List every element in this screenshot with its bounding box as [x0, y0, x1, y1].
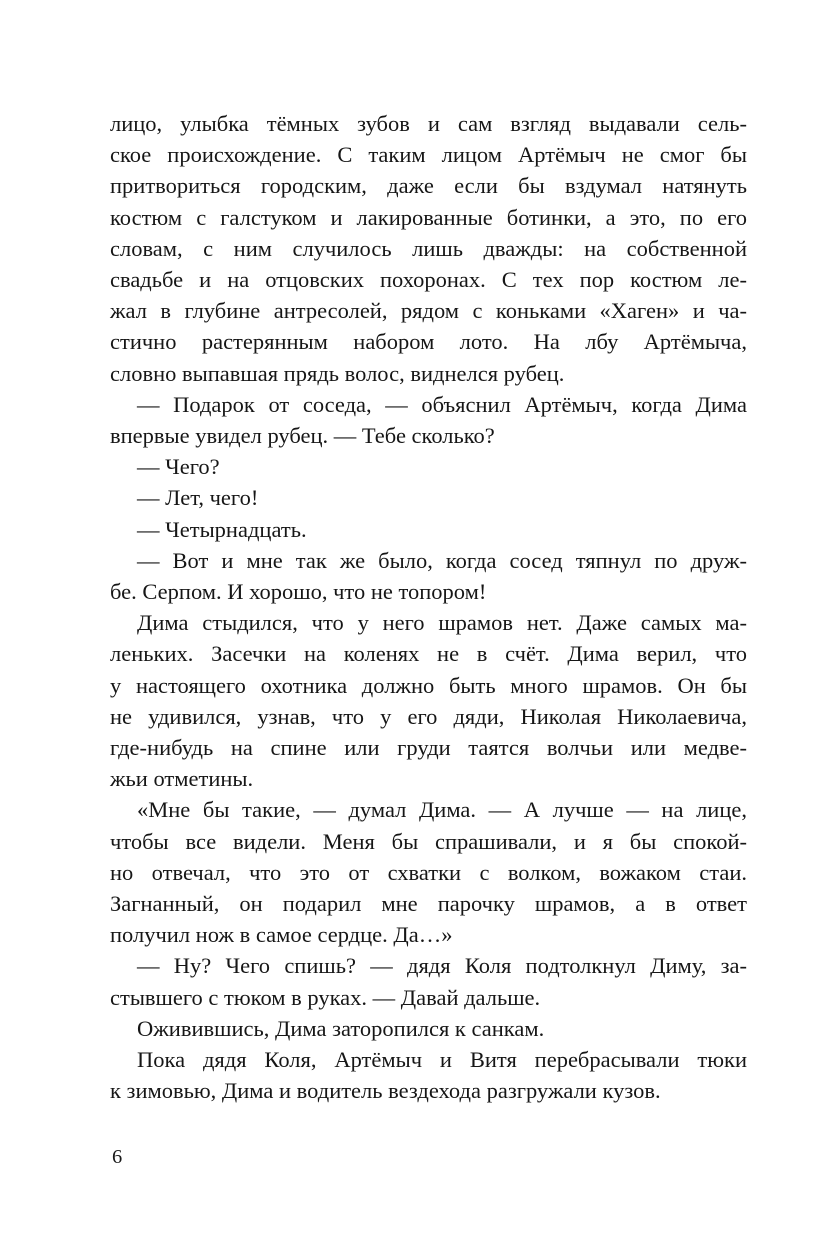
text-line: жал в глубине антресолей, рядом с коньками «Хаген» и ча- — [110, 298, 747, 324]
text-line: — Чего? — [137, 454, 220, 480]
page-number: 6 — [112, 1146, 123, 1168]
text-line: к зимовью, Дима и водитель вездехода разгружали кузов. — [110, 1078, 661, 1104]
text-line: костюм с галстуком и лакированные ботинки, а это, по его — [110, 204, 747, 230]
text-line: ское происхождение. С таким лицом Артёмыч не смог бы — [110, 142, 747, 168]
text-line: притвориться городским, даже если бы вздумал натянуть — [110, 173, 747, 199]
text-line: — Ну? Чего спишь? — дядя Коля подтолкнул Диму, за- — [137, 953, 747, 979]
text-line: чтобы все видели. Меня бы спрашивали, и я бы спокой- — [110, 828, 747, 854]
text-line: словно выпавшая прядь волос, виднелся рубец. — [110, 360, 565, 386]
text-line: лицо, улыбка тёмных зубов и сам взгляд выдавали сель- — [110, 111, 747, 136]
text-line: получил нож в самое сердце. Да…» — [110, 922, 453, 948]
text-line: впервые увидел рубец. — Тебе сколько? — [110, 423, 495, 449]
text-line: где-нибудь на спине или груди таятся волчьи или медве- — [110, 735, 747, 761]
text-line: «Мне бы такие, — думал Дима. — А лучше — на лице, — [137, 797, 747, 823]
text-line: словам, с ним случилось лишь дважды: на собственной — [110, 235, 747, 261]
text-line: — Лет, чего! — [137, 485, 259, 511]
text-line: Пока дядя Коля, Артёмыч и Витя перебрасывали тюки — [137, 1047, 747, 1073]
text-line: леньких. Засечки на коленях не в счёт. Дима верил, что — [110, 641, 747, 667]
text-line: — Четырнадцать. — [137, 516, 307, 542]
text-line: Дима стыдился, что у него шрамов нет. Даже самых ма- — [137, 610, 747, 636]
text-line: — Вот и мне так же было, когда сосед тяпнул по друж- — [137, 547, 747, 573]
text-line: жьи отметины. — [110, 766, 254, 792]
text-line: бе. Серпом. И хорошо, что не топором! — [110, 579, 487, 605]
text-line: у настоящего охотника должно быть много шрамов. Он бы — [110, 672, 747, 698]
text-line: стывшего с тюком в руках. — Давай дальше. — [110, 984, 541, 1010]
text-line: стично растерянным набором лото. На лбу Артёмыча, — [110, 329, 747, 355]
text-line: но отвечал, что это от схватки с волком, вожаком стаи. — [110, 859, 747, 885]
text-line: — Подарок от соседа, — объяснил Артёмыч, когда Дима — [137, 391, 747, 417]
text-line: не удивился, узнав, что у его дяди, Николая Николаевича, — [110, 703, 747, 729]
text-line: Оживившись, Дима заторопился к санкам. — [137, 1015, 545, 1041]
text-line: Загнанный, он подарил мне парочку шрамов, а в ответ — [110, 891, 747, 917]
book-page-text — [110, 108, 747, 1107]
text-line: свадьбе и на отцовских похоронах. С тех пор костюм ле- — [110, 267, 747, 293]
